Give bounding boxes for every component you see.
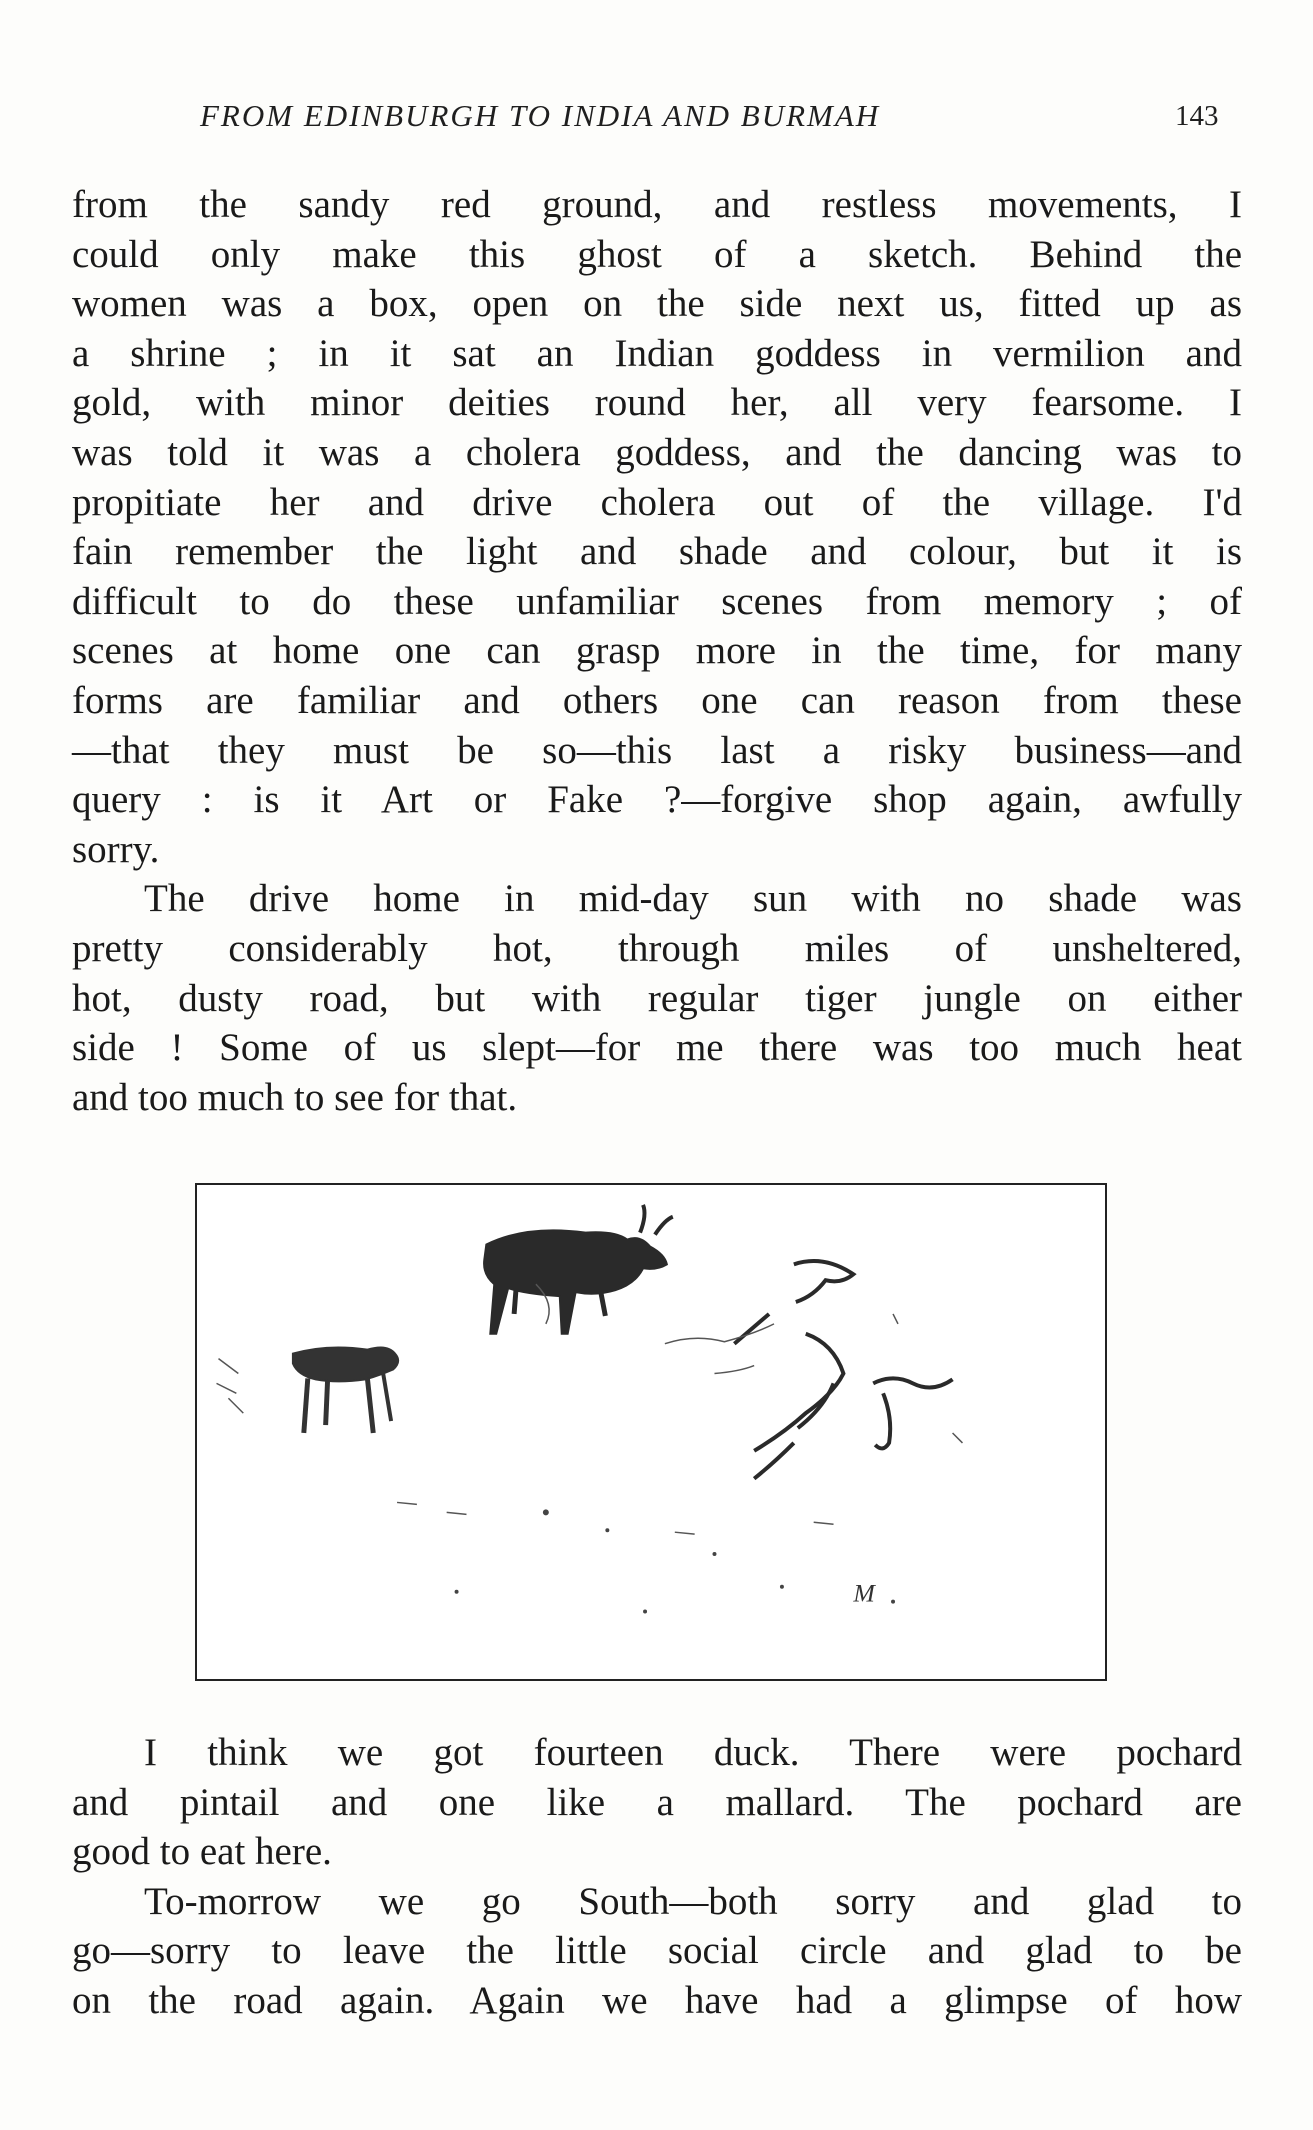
body-text-bottom [72, 1728, 1242, 2026]
text-line: from the sandy red ground, and restless movements, I [72, 183, 1242, 226]
text-line: pretty considerably hot, through miles of unsheltered, [72, 926, 1242, 970]
text-line: good to eat here. [72, 1830, 332, 1874]
ground-dots [455, 1509, 895, 1613]
cattle-sketch-drawing [197, 1185, 1105, 1679]
text-line: hot, dusty road, but with regular tiger jungle on either [72, 976, 1242, 1020]
herder-figures [734, 1261, 952, 1479]
text-line: go—sorry to leave the little social circle and glad to be [72, 1929, 1242, 1973]
bull-figure [484, 1205, 673, 1334]
paragraph-start-line: I think we got fourteen duck. There were pochard [144, 1731, 1242, 1774]
text-line: was told it was a cholera goddess, and the dancing was to [72, 430, 1242, 474]
page-number: 143 [1175, 100, 1219, 132]
text-line: difficult to do these unfamiliar scenes from memory ; of [72, 579, 1242, 623]
text-line: —that they must be so—this last a risky business—and [72, 728, 1242, 772]
text-line: side ! Some of us slept—for me there was too much heat [72, 1026, 1242, 1070]
sketch-illustration [195, 1183, 1107, 1681]
text-line: fain remember the light and shade and colour, but it is [72, 530, 1242, 574]
text-line: propitiate her and drive cholera out of the village. I'd [72, 480, 1242, 524]
text-line: and too much to see for that. [72, 1075, 518, 1119]
body-text-top [72, 180, 1242, 1122]
text-line: could only make this ghost of a sketch. Behind the [72, 232, 1242, 276]
running-title: FROM EDINBURGH TO INDIA AND BURMAH [200, 98, 881, 133]
artist-monogram: M [853, 1578, 875, 1608]
text-line: query : is it Art or Fake ?—forgive shop again, awfully [72, 778, 1242, 822]
text-line: women was a box, open on the side next us, fitted up as [72, 282, 1242, 326]
text-line: sorry. [72, 827, 160, 871]
text-line: a shrine ; in it sat an Indian goddess in vermilion and [72, 331, 1242, 375]
text-line: on the road again. Again we have had a glimpse of how [72, 1978, 1242, 2022]
text-line: and pintail and one like a mallard. The pochard are [72, 1780, 1242, 1824]
text-line: scenes at home one can grasp more in the time, for many [72, 629, 1242, 673]
text-line: forms are familiar and others one can reason from these [72, 678, 1242, 722]
text-line: gold, with minor deities round her, all very fearsome. I [72, 381, 1242, 425]
paragraph-start-line: The drive home in mid-day sun with no shade was [144, 877, 1242, 921]
calf-figure [293, 1347, 398, 1433]
paragraph-start-line: To-morrow we go South—both sorry and glad to [144, 1879, 1242, 1923]
